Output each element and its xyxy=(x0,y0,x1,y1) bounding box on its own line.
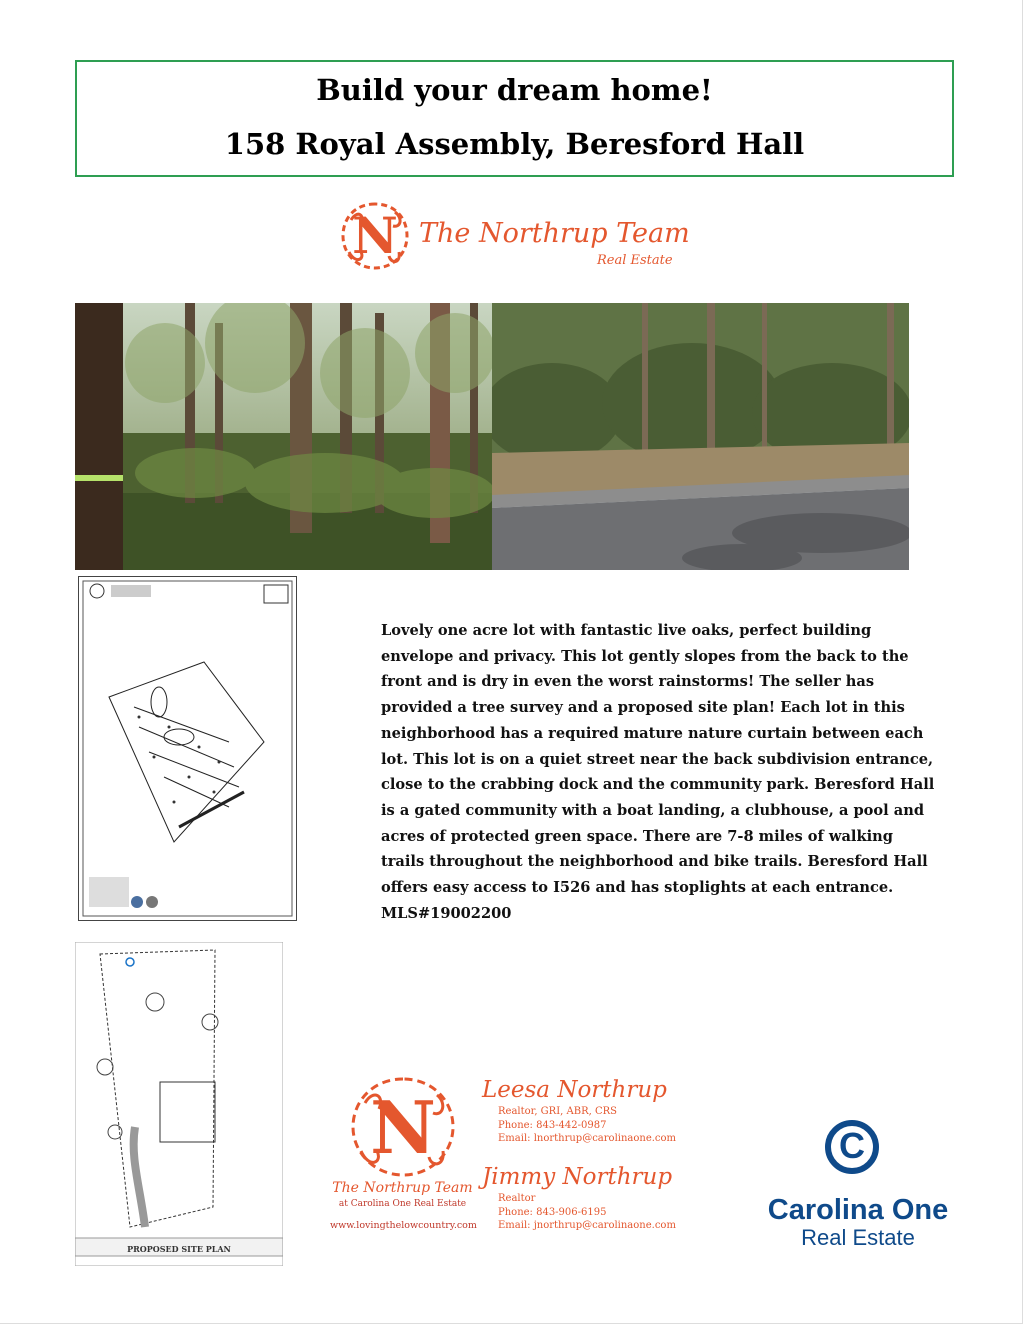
svg-text:N: N xyxy=(352,206,398,265)
agent-phone[interactable]: Phone: 843-906-6195 xyxy=(498,1206,607,1218)
wooded-lot-photo xyxy=(75,303,492,570)
agent-phone[interactable]: Phone: 843-442-0987 xyxy=(498,1119,607,1131)
team-affiliation: at Carolina One Real Estate xyxy=(338,1199,467,1209)
agent-title: Realtor xyxy=(498,1193,536,1204)
headline: Build your dream home! xyxy=(316,73,713,107)
agent-name: Leesa Northrup xyxy=(482,1077,667,1103)
agent-card-leesa xyxy=(482,1075,722,1146)
team-monogram-logo xyxy=(333,1073,473,1238)
agent-email[interactable]: Email: lnorthrup@carolinaone.com xyxy=(498,1133,677,1144)
logo-script-sub: Real Estate xyxy=(597,253,673,268)
property-description: Lovely one acre lot with fantastic live oaks, perfect building envelope and privacy. This lot gently slopes from the back to the front and is dry in even the worst rainstorms! The seller has provided a tree survey and a proposed site plan! Each lot in this neighborhood has a required mature nature curtain between each lot. This lot is on a quiet street near the back subdivision entrance, close to the crabbing dock and the community park. Beresford Hall is a gated community with a boat landing, a clubhouse, a pool and acres of protected green space. There are 7-8 miles of walking trails throughout the neighborhood and bike trails. Beresford Hall offers easy access to I526 and has stoplights at each entrance. MLS#19002200 xyxy=(381,622,935,922)
brokerage-subtitle: Real Estate xyxy=(801,1225,915,1250)
brokerage-name: Carolina One xyxy=(767,1194,949,1226)
street-view-photo xyxy=(492,303,909,570)
agent-card-jimmy xyxy=(482,1162,722,1233)
monogram-flourish-icon xyxy=(335,198,415,274)
team-name-block xyxy=(330,1180,475,1209)
northrup-team-logo xyxy=(335,198,695,274)
svg-text:N: N xyxy=(370,1085,436,1170)
carolina-one-logo xyxy=(748,1120,968,1255)
proposed-site-plan xyxy=(75,942,283,1266)
agent-email[interactable]: Email: jnorthrup@carolinaone.com xyxy=(498,1220,676,1231)
logo-script-main: The Northrup Team xyxy=(419,218,690,249)
team-name: The Northrup Team xyxy=(332,1180,473,1196)
agent-name: Jimmy Northrup xyxy=(482,1164,673,1190)
site-plan-label: PROPOSED SITE PLAN xyxy=(127,1244,231,1254)
agent-title: Realtor, GRI, ABR, CRS xyxy=(498,1106,617,1117)
team-website-link[interactable]: www.lovingthelowcountry.com xyxy=(330,1220,477,1231)
property-address: 158 Royal Assembly, Beresford Hall xyxy=(224,127,805,161)
tree-survey-drawing xyxy=(78,576,297,921)
copyright-c-icon: C xyxy=(825,1120,879,1174)
headline-box xyxy=(75,60,954,177)
